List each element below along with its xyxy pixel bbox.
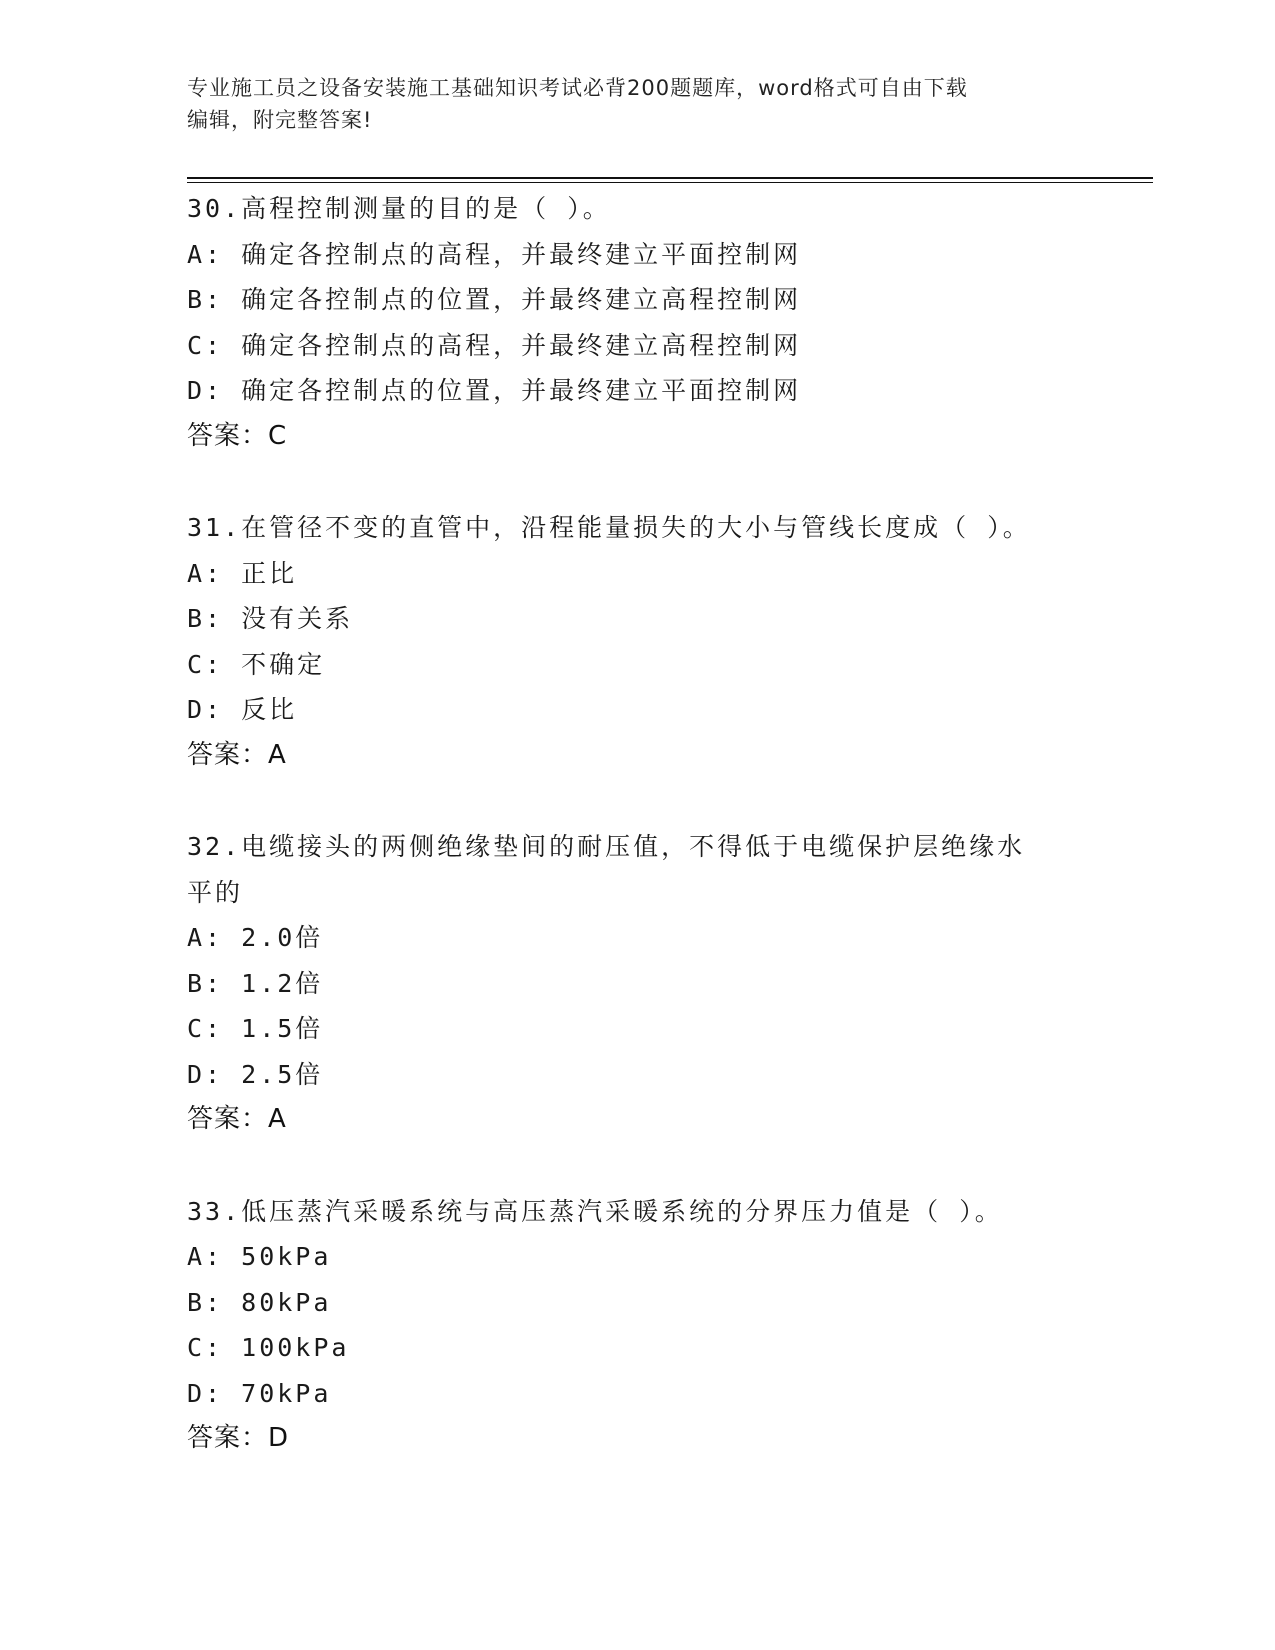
header-title-line-2: 编辑，附完整答案! xyxy=(187,108,373,132)
option-d: D: 反比 xyxy=(187,695,298,724)
option-a: A: 确定各控制点的高程，并最终建立平面控制网 xyxy=(187,239,802,269)
answer-label: 答案：A xyxy=(187,1104,287,1134)
option-d: D: 2.5倍 xyxy=(187,1059,324,1089)
option-c: C: 100kPa xyxy=(187,1333,350,1362)
question-spacer xyxy=(187,1143,1087,1189)
option-b: B: 1.2倍 xyxy=(187,968,324,998)
option-b: B: 80kPa xyxy=(187,1287,332,1317)
header-divider-thin xyxy=(187,182,1153,183)
option-c: C: 1.5倍 xyxy=(187,1014,324,1043)
answer-label: 答案：A xyxy=(187,739,287,770)
option-a: A: 2.0倍 xyxy=(187,923,324,952)
option-c: C: 不确定 xyxy=(187,649,326,679)
option-d: D: 70kPa xyxy=(187,1378,332,1408)
question-stem: 30.高程控制测量的目的是（ ）。 xyxy=(187,194,611,223)
question-33 xyxy=(187,1189,1087,1462)
question-32 xyxy=(187,824,1087,1143)
option-d: D: 确定各控制点的位置，并最终建立平面控制网 xyxy=(187,376,802,405)
question-list xyxy=(187,186,1087,1462)
question-stem: 32.电缆接头的两侧绝缘垫间的耐压值，不得低于电缆保护层绝缘水平的 xyxy=(187,832,1026,907)
document-header xyxy=(187,72,1067,136)
answer-label: 答案：C xyxy=(187,420,288,451)
header-title-line-1: 专业施工员之设备安装施工基础知识考试必背200题题库，word格式可自由下载 xyxy=(187,76,968,100)
answer-label: 答案：D xyxy=(187,1423,290,1453)
question-spacer xyxy=(187,459,1087,505)
question-stem: 31.在管径不变的直管中，沿程能量损失的大小与管线长度成（ ）。 xyxy=(187,513,1031,542)
option-b: B: 没有关系 xyxy=(187,604,354,633)
question-31 xyxy=(187,505,1087,778)
option-a: A: 50kPa xyxy=(187,1242,332,1271)
option-c: C: 确定各控制点的高程，并最终建立高程控制网 xyxy=(187,330,802,360)
question-stem: 33.低压蒸汽采暖系统与高压蒸汽采暖系统的分界压力值是（ ）。 xyxy=(187,1196,1003,1226)
question-spacer xyxy=(187,778,1087,824)
option-a: A: 正比 xyxy=(187,558,298,588)
header-divider-thick xyxy=(187,177,1153,179)
option-b: B: 确定各控制点的位置，并最终建立高程控制网 xyxy=(187,285,802,314)
question-30 xyxy=(187,186,1087,459)
